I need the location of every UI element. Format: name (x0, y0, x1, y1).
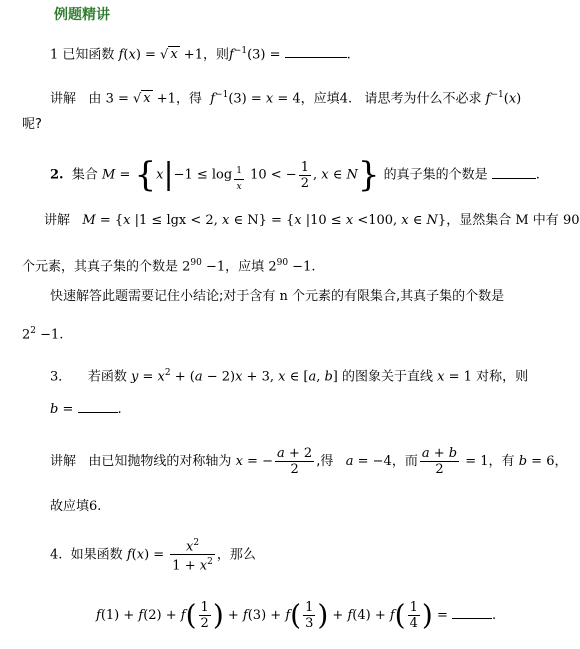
answer-2-cont: 个元素，其真子集的个数是 $2^{90} -1$，应填 $2^{90} -1$. (22, 258, 316, 275)
question-2: 2. 集合 M = {x|−1 ≤ log $_{\frac{1}{x}}$ 10 < − $\frac{1}{2}$ , x ∈ N} 的真子集的个数是 . (50, 155, 540, 195)
answer-1-cont: 呢? (22, 117, 42, 132)
question-text: 已知函数 (62, 47, 115, 63)
answer-label: 讲解 (50, 454, 77, 469)
section-heading: 例题精讲 (54, 7, 110, 23)
question-number: 4. (50, 547, 63, 563)
answer-3-cont: 故应填6. (50, 499, 102, 514)
answer-blank (285, 45, 347, 58)
question-number: 1 (50, 47, 59, 63)
question-number: 2. (50, 167, 64, 183)
question-4: 4. 如果函数 f(x) = $\frac{x^2}{1 + x^2}$ ，那么 (50, 538, 256, 574)
question-3-cont: b = . (50, 402, 122, 417)
question-3: 3． 若函数 $y = x^2 + (a - 2)x + 3$, x ∈ [a, b] 的图象关于直线 x = 1 对称，则 (50, 368, 529, 385)
answer-2: 讲解 M = {x |1 ≤ lgx < 2, x ∈ N} = {x |10 ≤ x <100, x ∈ N}，显然集合 M 中有 90 (44, 213, 580, 228)
tip-text: 快速解答此题需要记住小结论;对于含有 n 个元素的有限集合,其真子集的个数是 (50, 289, 505, 304)
answer-label: 讲解 (50, 91, 77, 107)
question-number: 3． (50, 369, 72, 385)
answer-1: 讲解 由 3 = √ x +1，得 $f^{-1}(3) = x = 4$，应填4. 请思考为什么不必求 $f^{-1}(x)$ (50, 90, 522, 107)
answer-label: 讲解 (44, 213, 71, 228)
answer-3: 讲解 由已知抛物线的对称轴为 x = − $\frac{a + 2}{2}$ ,得 a = −4，而 $\frac{a + b}{2}$ = 1，有 b = 6， (50, 446, 568, 477)
answer-blank (78, 400, 118, 413)
answer-blank (452, 606, 492, 619)
tip-text-cont: $2^2 -1$. (22, 326, 64, 343)
answer-blank (492, 166, 536, 179)
question-4-expression: f(1) + f(2) + f( $\frac{1}{2}$ ) + f(3) + f( $\frac{1}{3}$ ) + f(4) + f( $\frac{1}{4}$ ) = . (96, 598, 497, 632)
question-1: 1 已知函数 f(x) = √ x +1，则$f^{-1}(3)$ = . (50, 46, 351, 63)
